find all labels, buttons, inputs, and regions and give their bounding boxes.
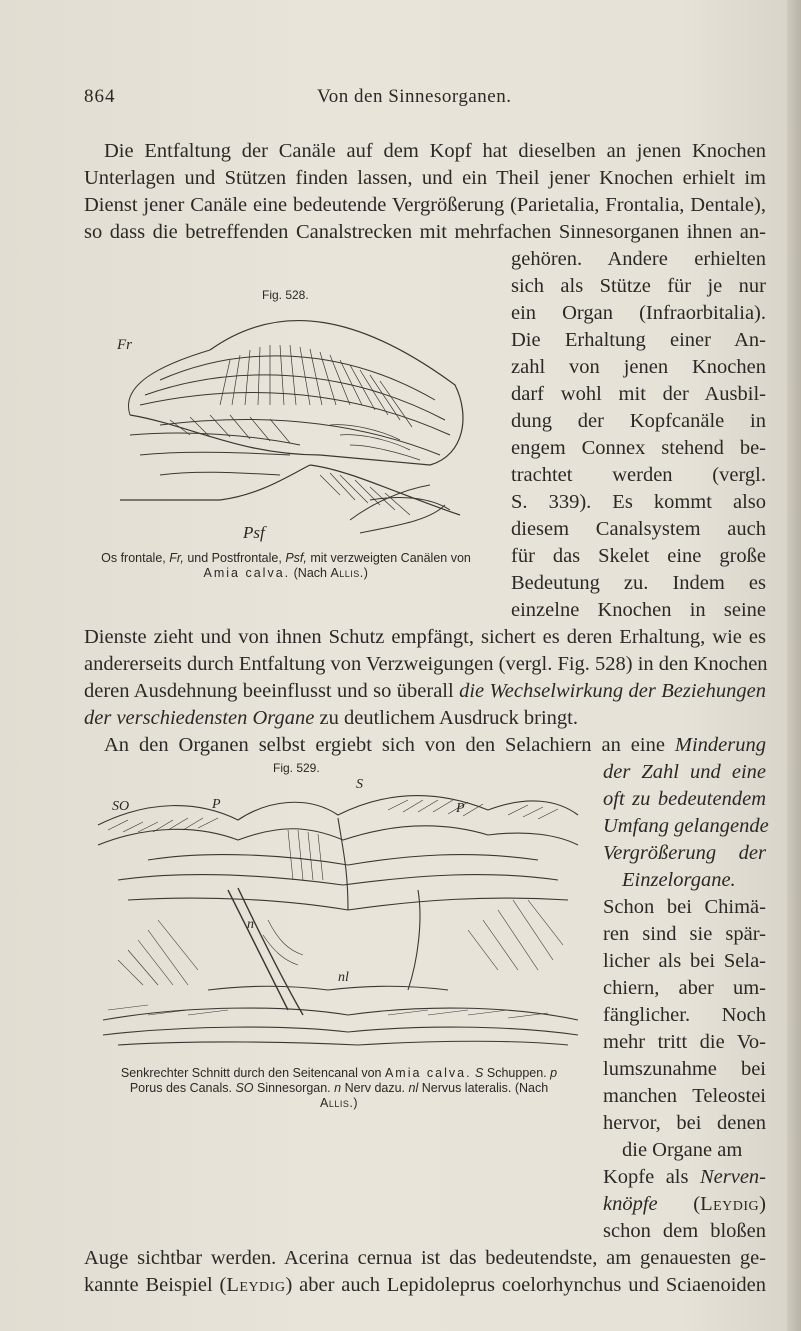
para2-right-line: oft zu bedeutendem [603, 788, 766, 810]
fig529-illustration [88, 770, 593, 1060]
para2-tail-line-1: Auge sichtbar werden. Acerina cernua ist das bedeutendste, am genauesten ge- [84, 1247, 766, 1269]
fig529-label-n: n [247, 917, 254, 932]
fig528-label: Fig. 528. [262, 288, 309, 302]
para1-right-line: darf wohl mit der Ausbil- [511, 383, 766, 405]
para1-right-line: S. 339). Es kommt also [511, 491, 766, 513]
para2-right-line: der Zahl und eine [603, 761, 766, 783]
para1-right-line: Die Erhaltung einer An- [511, 329, 766, 351]
page-number: 864 [84, 86, 116, 107]
para1-right-line: einzelne Knochen in seine [511, 599, 766, 621]
para2-right-line: Einzelorgane. [622, 869, 736, 891]
fig529-label-so: SO [112, 799, 130, 814]
fig529-caption: Senkrechter Schnitt durch den Seitencanal von Amia calva. S Schuppen. p Porus des Canals. SO Sinnesorgan. n Nerv dazu. nl Nervus lateralis. (Nach Allis.) [120, 1066, 558, 1110]
para2-line-1: An den Organen selbst ergiebt sich von den Selachiern an eine Minderung [104, 734, 767, 756]
para2-right-line: Schon bei Chimä- [603, 896, 766, 918]
para1-right-line: engem Connex stehend be- [511, 437, 766, 459]
para2-right-line: Kopfe als Nerven- [603, 1166, 766, 1188]
para2-right-line: Vergrößerung der [603, 842, 766, 864]
page-edge [787, 0, 801, 1331]
para2-right-line: chiern, aber um- [603, 977, 766, 999]
para1-tail-line-4: der verschiedensten Organe zu deutlichem Ausdruck bringt. [84, 707, 578, 729]
para1-line-1: Die Entfaltung der Canäle auf dem Kopf hat dieselben an jenen Knochen [104, 140, 766, 162]
para1-right-line: diesem Canalsystem auch [511, 518, 766, 540]
fig528-label-fr: Fr [117, 337, 132, 353]
fig529-label-nl: nl [338, 970, 349, 985]
para1-line-3: Dienst jener Canäle eine bedeutende Vergrößerung (Parietalia, Frontalia, Dentale), [84, 194, 766, 216]
para2-tail-line-2: kannte Beispiel (Leydig) aber auch Lepidoleprus coelorhynchus und Sciaenoiden [84, 1274, 767, 1296]
fig529-label-p2: P [456, 801, 465, 816]
para1-right-line: ein Organ (Infraorbitalia). [511, 302, 766, 324]
para1-line-4: so dass die betreffenden Canalstrecken mit mehrfachen Sinnesorganen ihnen an- [84, 221, 766, 243]
para1-tail-line-3: deren Ausdehnung beeinflusst und so überall die Wechselwirkung der Beziehungen [84, 680, 767, 702]
fig528-label-psf: Psf [243, 523, 265, 542]
para2-right-line: fänglicher. Noch [603, 1004, 766, 1026]
para2-right-line: manchen Teleostei [603, 1085, 766, 1107]
para2-right-line: knöpfe (Leydig) [603, 1193, 766, 1215]
fig528-illustration [100, 305, 495, 550]
para2-right-line: schon dem bloßen [603, 1220, 766, 1242]
para2-right-line: mehr tritt die Vo- [603, 1031, 766, 1053]
para2-right-line: lumszunahme bei [603, 1058, 766, 1080]
fig528-caption: Os frontale, Fr, und Postfrontale, Psf, mit verzweigten Canälen von Amia calva. (Nach Allis.) [101, 551, 471, 580]
para1-right-line: gehören. Andere erhielten [511, 248, 766, 270]
para1-line-2: Unterlagen und Stützen finden lassen, und ein Theil jener Knochen erhielt im [84, 167, 766, 189]
fig529-label-s: S [356, 777, 363, 792]
para1-right-line: Bedeutung zu. Indem es [511, 572, 766, 594]
para2-right-line: ren sind sie spär- [603, 923, 766, 945]
para1-right-line: für das Skelet eine große [511, 545, 766, 567]
para2-right-line: licher als bei Sela- [603, 950, 766, 972]
para1-right-line: zahl von jenen Knochen [511, 356, 766, 378]
para2-right-line: hervor, bei denen [603, 1112, 766, 1134]
para2-right-line: die Organe am [622, 1139, 743, 1161]
para1-right-line: sich als Stütze für je nur [511, 275, 766, 297]
para2-right-line: Umfang gelangende [603, 815, 769, 837]
para1-right-line: trachtet werden (vergl. [511, 464, 766, 486]
fig529-label: Fig. 529. [273, 761, 320, 775]
para1-tail-line-1: Dienste zieht und von ihnen Schutz empfängt, sichert es deren Erhaltung, wie es [84, 626, 766, 648]
fig529-label-p1: P [212, 797, 221, 812]
para1-right-line: dung der Kopfcanäle in [511, 410, 766, 432]
para1-tail-line-2: andererseits durch Entfaltung von Verzweigungen (vergl. Fig. 528) in den Knochen [84, 653, 768, 675]
page-header [84, 86, 761, 114]
running-title: Von den Sinnesorganen. [317, 86, 512, 107]
